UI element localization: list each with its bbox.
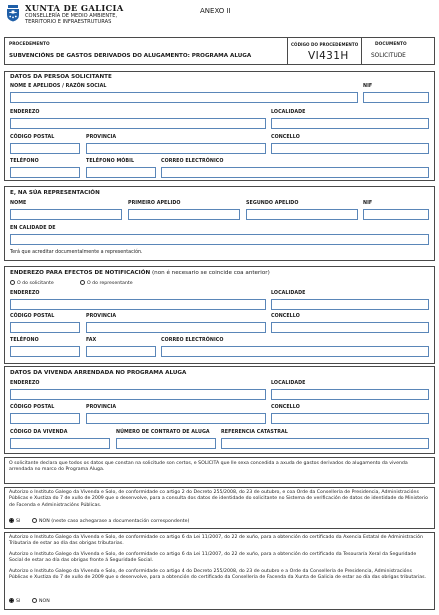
dwelling-province-field[interactable] — [86, 413, 266, 424]
dwelling-province-label: PROVINCIA — [86, 405, 117, 410]
xunta-coat-of-arms-logo — [6, 4, 20, 22]
radio-identity-yes[interactable] — [9, 518, 14, 523]
authorization-identity-no-label: NON (neste caso achegarase a documentación correspondente) — [39, 519, 190, 525]
authorization-certificates-no-label: NON — [39, 599, 50, 605]
dwelling-contract-field[interactable] — [116, 438, 216, 449]
applicant-email-field[interactable] — [161, 167, 429, 178]
authorization-social-security-text: Autorizo o Instituto Galego da Vivenda e Solo, de conformidade co artigo 6 da Lei 11/2007, do 22 de xuño, para a obtención do certificado da Tesouraría Xeral da Seguridade Social de estar ao día das obrigas fronte á Seguridade Social. — [9, 552, 417, 564]
notif-address-label: ENDEREZO — [10, 291, 40, 296]
rep-nif-field[interactable] — [363, 209, 429, 220]
notif-address-field[interactable] — [10, 299, 266, 310]
applicant-address-field[interactable] — [10, 118, 266, 129]
dwelling-council-label: CONCELLO — [271, 405, 300, 410]
notification-option-applicant-label: O do solicitante — [17, 281, 54, 287]
document-type: SOLICITUDE — [371, 53, 406, 59]
procedure-divider-2 — [361, 38, 362, 64]
notif-council-field[interactable] — [271, 322, 429, 333]
authorization-aeat-text: Autorizo o Instituto Galego da Vivenda e Solo, de conformidade co artigo 6 da Lei 11/2007, do 22 de xuño, para a obtención do certificado da Axencia Estatal de Administración Tributaria de estar ao día das obrigas tributarias. — [9, 535, 424, 547]
rep-surname2-label: SEGUNDO APELIDO — [246, 201, 299, 206]
dwelling-section-title: DATOS DA VIVENDA ARRENDADA NO PROGRAMA ALUGA — [10, 370, 187, 376]
procedure-label: PROCEDEMENTO — [9, 42, 50, 47]
applicant-postcode-field[interactable] — [10, 143, 80, 154]
notif-fax-field[interactable] — [86, 346, 156, 357]
dwelling-postcode-field[interactable] — [10, 413, 80, 424]
dwelling-contract-label: NÚMERO DE CONTRATO DE ALUGA — [116, 430, 210, 435]
radio-certificates-no[interactable] — [32, 598, 37, 603]
dwelling-address-label: ENDEREZO — [10, 381, 40, 386]
applicant-mobile-label: TELÉFONO MÓBIL — [86, 159, 135, 164]
applicant-nif-field[interactable] — [363, 92, 429, 103]
rep-note: Terá que acreditar documentalmente a representación. — [10, 250, 143, 255]
org-line-1: CONSELLERÍA DE MEDIO AMBIENTE, — [25, 13, 118, 19]
annex-label: ANEXO II — [200, 7, 231, 15]
authorization-identity-no[interactable] — [32, 518, 189, 524]
applicant-locality-field[interactable] — [271, 118, 429, 129]
notification-section-title — [10, 270, 270, 276]
notification-title-text: ENDEREZO PARA EFECTOS DE NOTIFICACIÓN — [10, 270, 151, 276]
notification-option-applicant[interactable] — [10, 280, 54, 286]
rep-surname2-field[interactable] — [246, 209, 358, 220]
authorization-identity-yes-label: SI — [16, 519, 21, 525]
applicant-section-title: DATOS DA PERSOA SOLICITANTE — [10, 74, 112, 80]
authorization-certificates-yes-label: SI — [16, 599, 21, 605]
applicant-name-label: NOME E APELIDOS / RAZÓN SOCIAL — [10, 84, 107, 89]
authorization-identity-yes[interactable] — [9, 518, 20, 524]
applicant-address-label: ENDEREZO — [10, 110, 40, 115]
dwelling-code-field[interactable] — [10, 438, 110, 449]
applicant-phone-field[interactable] — [10, 167, 80, 178]
dwelling-locality-label: LOCALIDADE — [271, 381, 306, 386]
radio-representative[interactable] — [80, 280, 85, 285]
applicant-phone-label: TELÉFONO — [10, 159, 39, 164]
procedure-code-label: CÓDIGO DO PROCEDEMENTO — [291, 42, 359, 47]
rep-capacity-label: EN CALIDADE DE — [10, 226, 56, 231]
rep-nif-label: NIF — [363, 201, 373, 206]
applicant-council-label: CONCELLO — [271, 135, 300, 140]
applicant-province-field[interactable] — [86, 143, 266, 154]
applicant-nif-label: NIF — [363, 84, 373, 89]
notif-fax-label: FAX — [86, 338, 97, 343]
declaration-text: O solicitante declara que todos os datos que constan na solicitude son certos, e SOLICITA que lle sexa concedida a axuda de gastos derivados do alugamento da vivenda arrendada no marco do Programa Aluga. — [9, 461, 408, 473]
dwelling-address-field[interactable] — [10, 389, 266, 400]
procedure-title: SUBVENCIÓNS DE GASTOS DERIVADOS DO ALUGAMENTO: PROGRAMA ALUGA — [9, 53, 252, 59]
notif-council-label: CONCELLO — [271, 314, 300, 319]
authorization-identity-text: Autorizo o Instituto Galego da Vivenda e Solo, de conformidade co artigo 2 do Decreto 255/2008, do 23 de outubro, e coa Orde da Consellería de Presidencia, Administracións Públicas e Xustiza do 7 de xullo de 2009 que o desenvolve, para a consulta dos datos de identidade do solicitante no Sistema de verificación de datos de identidade do Ministerio de Facenda e Administracións Públicas. — [9, 490, 429, 508]
org-name: XUNTA DE GALICIA — [25, 3, 124, 13]
rep-capacity-field[interactable] — [10, 234, 429, 245]
procedure-code: VI431H — [308, 50, 349, 62]
procedure-divider-1 — [287, 38, 288, 64]
radio-certificates-yes[interactable] — [9, 598, 14, 603]
notification-option-representative-label: O do representante — [87, 281, 133, 287]
rep-surname1-field[interactable] — [128, 209, 240, 220]
notif-province-field[interactable] — [86, 322, 266, 333]
dwelling-cadastral-field[interactable] — [221, 438, 429, 449]
applicant-province-label: PROVINCIA — [86, 135, 117, 140]
dwelling-postcode-label: CÓDIGO POSTAL — [10, 405, 55, 410]
radio-identity-no[interactable] — [32, 518, 37, 523]
rep-name-field[interactable] — [10, 209, 122, 220]
applicant-locality-label: LOCALIDADE — [271, 110, 306, 115]
rep-name-label: NOME — [10, 201, 27, 206]
applicant-postcode-label: CÓDIGO POSTAL — [10, 135, 55, 140]
notification-option-representative[interactable] — [80, 280, 133, 286]
notif-email-field[interactable] — [161, 346, 429, 357]
org-line-2: TERRITORIO E INFRAESTRUTURAS — [25, 19, 112, 26]
org-department — [25, 13, 117, 26]
notif-phone-field[interactable] — [10, 346, 80, 357]
procedure-box — [4, 37, 435, 65]
authorization-certificates-no[interactable] — [32, 598, 50, 604]
notif-postcode-label: CÓDIGO POSTAL — [10, 314, 55, 319]
applicant-mobile-field[interactable] — [86, 167, 156, 178]
notif-locality-label: LOCALIDADE — [271, 291, 306, 296]
document-label: DOCUMENTO — [375, 42, 407, 47]
applicant-email-label: CORREO ELECTRÓNICO — [161, 159, 224, 164]
dwelling-locality-field[interactable] — [271, 389, 429, 400]
radio-applicant[interactable] — [10, 280, 15, 285]
notif-email-label: CORREO ELECTRÓNICO — [161, 338, 224, 343]
representative-section-title: E, NA SÚA REPRESENTACIÓN — [10, 190, 100, 196]
notif-province-label: PROVINCIA — [86, 314, 117, 319]
applicant-name-field[interactable] — [10, 92, 358, 103]
authorization-facenda-text: Autorizo o Instituto Galego da Vivenda e Solo, de conformidade co artigo 4 do Decreto 255/2008, do 23 de outubro e a Orde da Consellería de Presidencia, Administracións Públicas e Xustiza do 7 de xullo de 2009 que o desenvolve, para a obtención do certificado da Consellería de Facenda da Xunta de Galicia de estar ao día das obrigas tributarias. — [9, 569, 427, 581]
rep-surname1-label: PRIMEIRO APELIDO — [128, 201, 181, 206]
dwelling-code-label: CÓDIGO DA VIVENDA — [10, 430, 68, 435]
dwelling-cadastral-label: REFERENCIA CATASTRAL — [221, 430, 288, 435]
dwelling-council-field[interactable] — [271, 413, 429, 424]
notification-title-note: (non é necesario se coincide coa anterior) — [150, 270, 270, 276]
applicant-council-field[interactable] — [271, 143, 429, 154]
authorization-certificates-yes[interactable] — [9, 598, 20, 604]
notif-postcode-field[interactable] — [10, 322, 80, 333]
notif-locality-field[interactable] — [271, 299, 429, 310]
notif-phone-label: TELÉFONO — [10, 338, 39, 343]
